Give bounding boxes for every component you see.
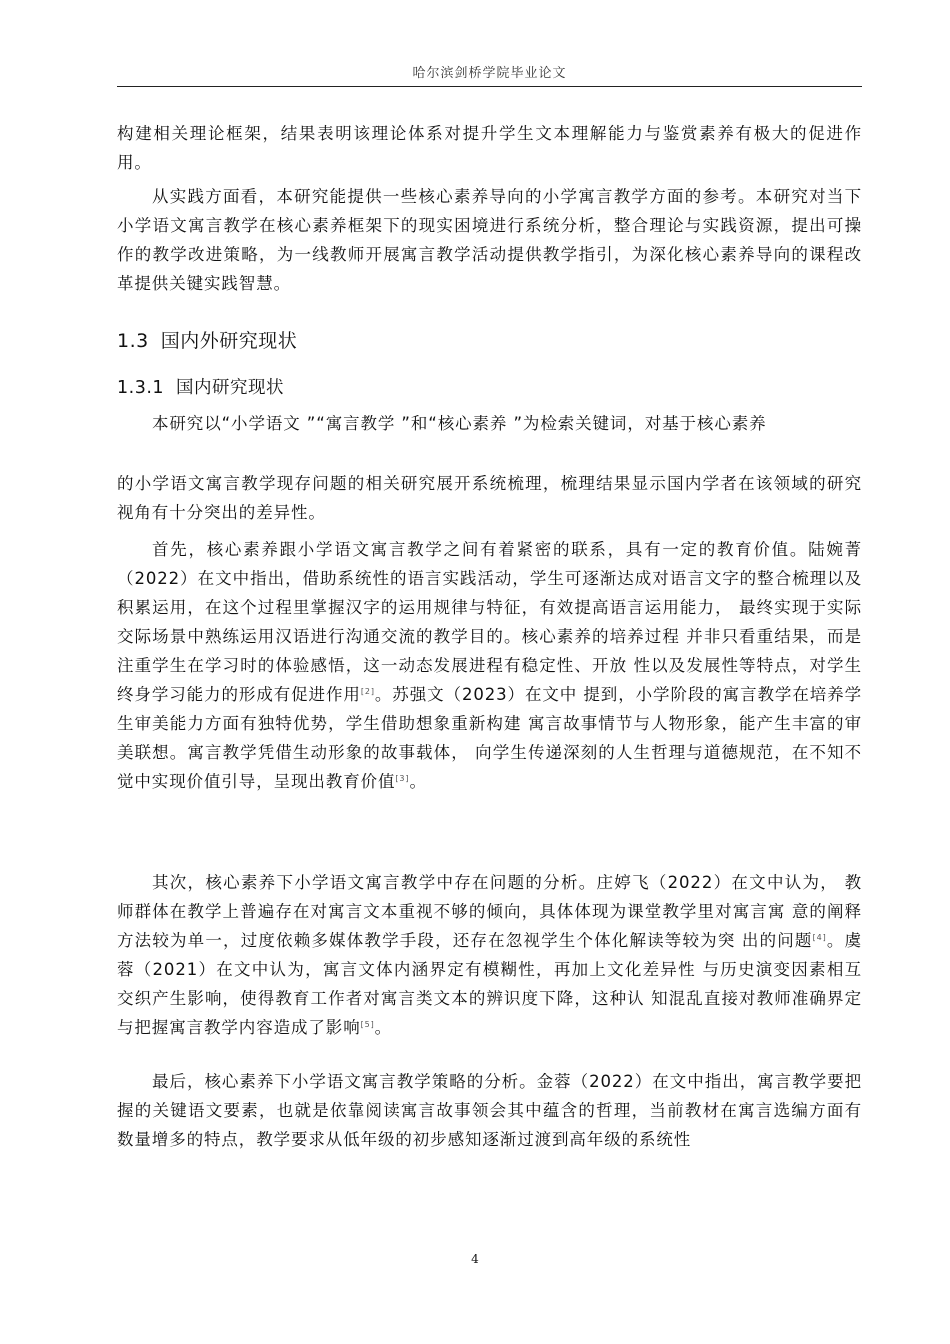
- second-paragraph: [117, 868, 862, 1042]
- second-text-2: 。虞蓉（2021）在文中认为，寓言文体内涵界定有模糊性，再加上文化差异性 与历史演变因素相互交织产生影响，使得教育工作者对寓言类文本的辨识度下降，这种认 知混乱直接对教师准确界定与把握寓言教学内容造成了影响: [117, 931, 862, 1037]
- first-text-2: 。苏强文（2023）在文中 提到，小学阶段的寓言教学在培养学生审美能力方面有独特优势，学生借助想象重新构建 寓言故事情节与人物形象，能产生丰富的审美联想。寓言教学凭借生动形象的故事载体， 向学生传递深刻的人生哲理与道德规范，在不知不觉中实现价值引导，呈现出教育价值: [117, 685, 862, 791]
- page-number: 4: [471, 1252, 479, 1266]
- practice-paragraph: 从实践方面看，本研究能提供一些核心素养导向的小学寓言教学方面的参考。本研究对当下小学语文寓言教学在核心素养框架下的现实困境进行系统分析，整合理论与实践资源，提出可操作的教学改进策略，为一线教师开展寓言教学活动提供教学指引，为深化核心素养导向的课程改革提供关键实践智慧。: [117, 187, 862, 293]
- citation-5: [5]: [360, 1020, 375, 1029]
- first-paragraph: [117, 535, 862, 796]
- first-text-3: 。: [409, 772, 427, 791]
- second-text-1: 其次，核心素养下小学语文寓言教学中存在问题的分析。庄婷飞（2022）在文中认为， 教师群体在教学上普遍存在对寓言文本重视不够的倾向，具体体现为课堂教学里对寓言寓 意的阐释方法较为单一，过度依赖多媒体教学手段，还存在忽视学生个体化解读等较为突 出的问题: [117, 873, 862, 950]
- section-title: 国内外研究现状: [160, 330, 298, 352]
- first-text-1: 首先，核心素养跟小学语文寓言教学之间有着紧密的联系，具有一定的教育价值。陆婉菁（2022）在文中指出，借助系统性的语言实践活动，学生可逐渐达成对语言文字的整合梳理以及积累运用，在这个过程里掌握汉字的运用规律与特征，有效提高语言运用能力， 最终实现于实际交际场景中熟练运用汉语进行沟通交流的教学目的。核心素养的培养过程 并非只看重结果，而是注重学生在学习时的体验感悟，这一动态发展进程有稳定性、开放 性以及发展性等特点，对学生终身学习能力的形成有促进作用: [117, 540, 862, 704]
- intro-paragraph-rest: 的小学语文寓言教学现存问题的相关研究展开系统梳理，梳理结果显示国内学者在该领域的研究视角有十分突出的差异性。: [117, 474, 862, 522]
- section-heading: [117, 326, 297, 353]
- continuation-paragraph: 构建相关理论框架，结果表明该理论体系对提升学生文本理解能力与鉴赏素养有极大的促进作用。: [117, 124, 862, 172]
- subsection-heading: [117, 374, 284, 399]
- subsection-number: 1.3.1: [117, 378, 165, 398]
- citation-4: [4]: [812, 933, 827, 942]
- last-paragraph: 最后，核心素养下小学语文寓言教学策略的分析。金蓉（2022）在文中指出，寓言教学要把握的关键语文要素，也就是依靠阅读寓言故事领会其中蕴含的哲理，当前教材在寓言选编方面有数量增多的特点，教学要求从低年级的初步感知逐渐过渡到高年级的系统性: [117, 1072, 862, 1149]
- header-rule: [117, 86, 862, 87]
- second-text-3: 。: [374, 1018, 393, 1037]
- citation-3: [3]: [395, 774, 410, 783]
- intro-paragraph-first-line: 本研究以“小学语文 ”“寓言教学 ”和“核心素养 ”为检索关键词，对基于核心素养: [152, 414, 767, 433]
- citation-2: [2]: [360, 687, 375, 696]
- section-number: 1.3: [117, 330, 149, 352]
- subsection-title: 国内研究现状: [176, 378, 285, 398]
- page-header: 哈尔滨剑桥学院毕业论文: [412, 66, 567, 81]
